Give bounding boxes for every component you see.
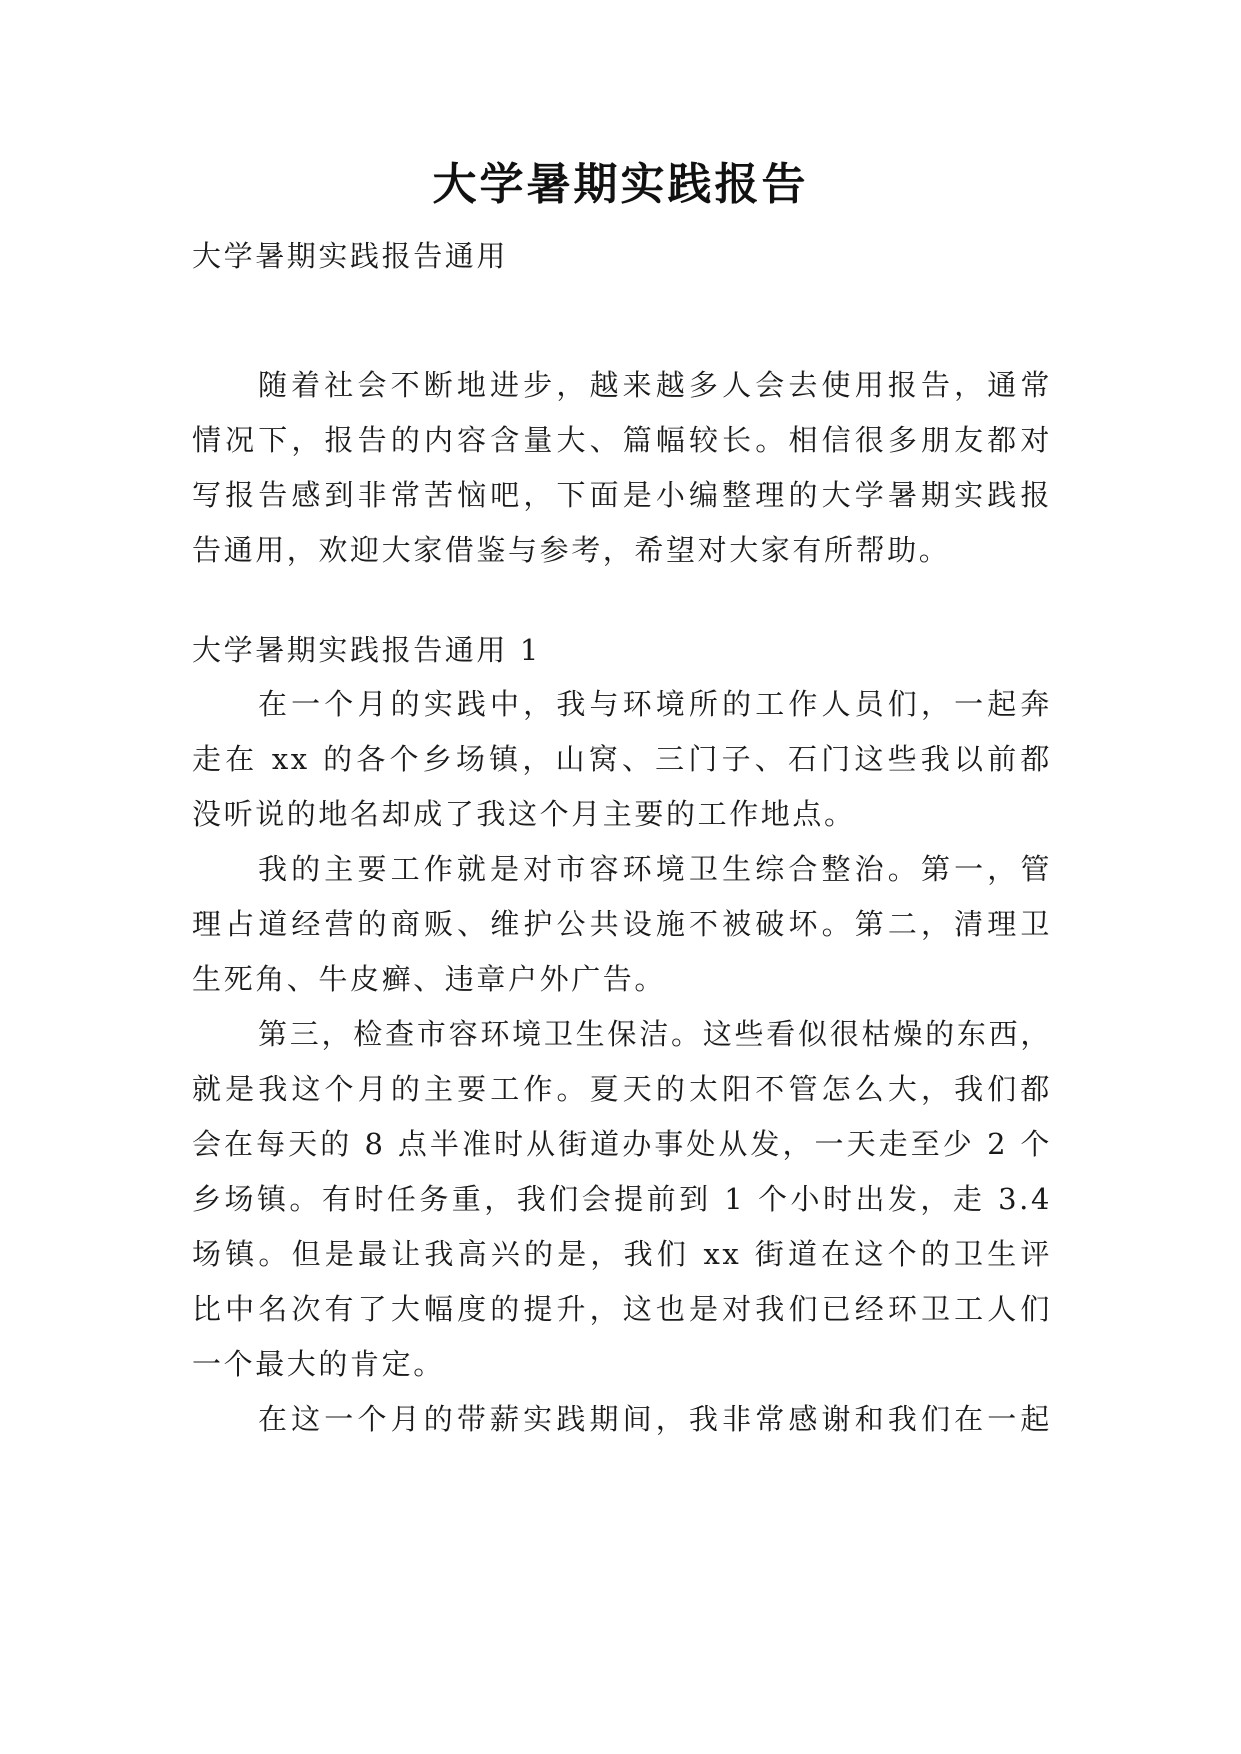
paragraph-line: 场镇。但是最让我高兴的是，我们 xx 街道在这个的卫生评 xyxy=(192,1237,1052,1271)
paragraph-line: 第三，检查市容环境卫生保洁。这些看似很枯燥的东西， xyxy=(258,1017,1052,1051)
paragraph-line: 走在 xx 的各个乡场镇，山窝、三门子、石门这些我以前都 xyxy=(192,742,1052,776)
intro-line: 情况下，报告的内容含量大、篇幅较长。相信很多朋友都对 xyxy=(192,423,1052,457)
paragraph-line: 没听说的地名却成了我这个月主要的工作地点。 xyxy=(192,797,856,831)
paragraph-line: 在这一个月的带薪实践期间，我非常感谢和我们在一起 xyxy=(258,1402,1052,1436)
intro-line: 写报告感到非常苦恼吧，下面是小编整理的大学暑期实践报 xyxy=(192,478,1052,512)
paragraph-line: 一个最大的肯定。 xyxy=(192,1347,445,1381)
paragraph-line: 我的主要工作就是对市容环境卫生综合整治。第一，管 xyxy=(258,852,1052,886)
document-subtitle: 大学暑期实践报告通用 xyxy=(192,239,509,273)
paragraph-line: 比中名次有了大幅度的提升，这也是对我们已经环卫工人们 xyxy=(192,1292,1052,1326)
paragraph-line: 理占道经营的商贩、维护公共设施不被破坏。第二，清理卫 xyxy=(192,907,1052,941)
paragraph-line: 乡场镇。有时任务重，我们会提前到 1 个小时出发，走 3.4 xyxy=(192,1182,1052,1216)
document-title: 大学暑期实践报告 xyxy=(432,159,809,210)
paragraph-line: 生死角、牛皮癣、违章户外广告。 xyxy=(192,962,667,996)
paragraph-line: 在一个月的实践中，我与环境所的工作人员们，一起奔 xyxy=(258,687,1052,721)
paragraph-line: 就是我这个月的主要工作。夏天的太阳不管怎么大，我们都 xyxy=(192,1072,1052,1106)
section-heading: 大学暑期实践报告通用 1 xyxy=(192,633,541,667)
intro-line: 告通用，欢迎大家借鉴与参考，希望对大家有所帮助。 xyxy=(192,533,951,567)
paragraph-line: 会在每天的 8 点半准时从街道办事处从发，一天走至少 2 个 xyxy=(192,1127,1052,1161)
intro-line: 随着社会不断地进步，越来越多人会去使用报告，通常 xyxy=(258,368,1052,402)
